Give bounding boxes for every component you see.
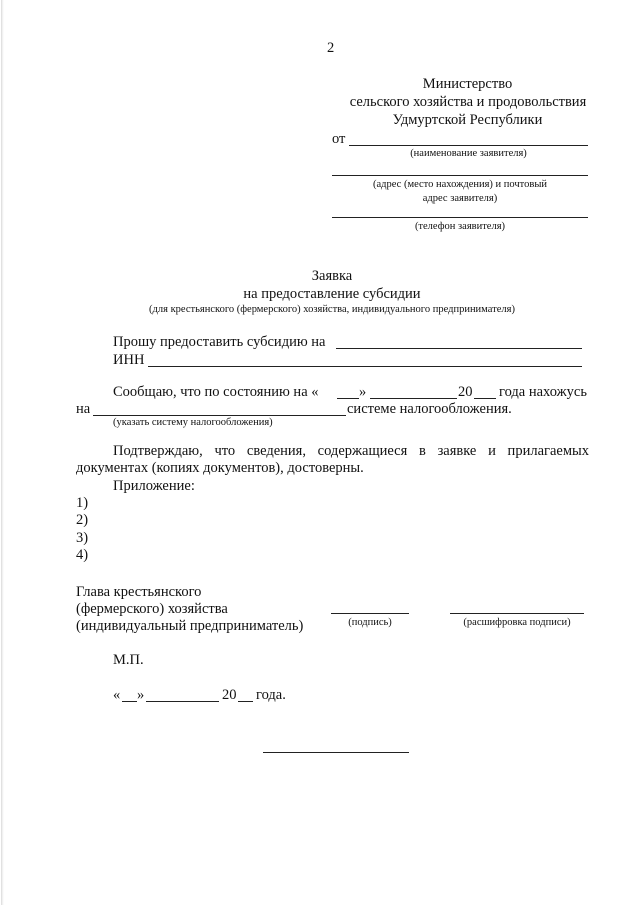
appendix-label: Приложение: (113, 478, 195, 494)
head-line-3: (индивидуальный предприниматель) (76, 618, 304, 634)
date-year-line (238, 701, 253, 702)
report-text-3: года нахожусь (499, 384, 587, 400)
head-line-2: (фермерского) хозяйства (76, 601, 228, 617)
on-label: на (76, 401, 91, 417)
report-text-2: » (359, 384, 367, 400)
signature-decode-caption: (расшифровка подписи) (463, 617, 571, 628)
address-caption-2: адрес заявителя) (422, 193, 498, 204)
addressee-line-1: Министерство (422, 76, 513, 92)
report-day-line (337, 398, 359, 399)
date-day-line (122, 701, 137, 702)
date-suffix: года. (256, 687, 286, 703)
addressee-line-2: сельского хозяйства и продовольствия (349, 94, 587, 110)
date-month-line (146, 701, 219, 702)
stamp-label: М.П. (113, 652, 144, 668)
appendix-item-2: 2) (76, 512, 89, 528)
tax-system-line (93, 415, 346, 416)
report-month-line (370, 398, 457, 399)
heading-title: Заявка (311, 268, 353, 284)
heading-note: (для крестьянского (фермерского) хозяйства, индивидуального предпринимателя) (149, 304, 515, 315)
report-year-line (474, 398, 496, 399)
bottom-rule (263, 752, 409, 753)
applicant-name-caption: (наименование заявителя) (410, 148, 527, 159)
inn-line (148, 366, 582, 367)
confirm-text-2: документах (копиях документов), достоверны. (76, 460, 364, 476)
signature-decode-line (450, 613, 584, 614)
address-caption-1: (адрес (место нахождения) и почтовый (372, 179, 548, 190)
date-year: 20 (222, 687, 237, 703)
subsidy-purpose-line (336, 348, 582, 349)
date-close-quote: » (137, 687, 145, 703)
report-year: 20 (458, 384, 473, 400)
request-text: Прошу предоставить субсидию на (113, 334, 326, 350)
scan-edge (1, 0, 4, 905)
signature-line (331, 613, 409, 614)
appendix-item-3: 3) (76, 530, 89, 546)
inn-label: ИНН (113, 352, 145, 368)
phone-caption: (телефон заявителя) (414, 221, 506, 232)
report-text-1: Сообщаю, что по состоянию на « (113, 384, 319, 400)
from-label: от (332, 131, 346, 147)
phone-line (332, 217, 588, 218)
page-number: 2 (327, 40, 335, 56)
tax-system-text: системе налогообложения. (347, 401, 512, 417)
address-line (332, 175, 588, 176)
confirm-text-1-content: Подтверждаю, что сведения, содержащиеся в заявке и прилагаемых (113, 443, 589, 459)
tax-system-caption: (указать систему налогообложения) (113, 417, 273, 428)
confirm-text-1 (113, 443, 589, 460)
appendix-item-1: 1) (76, 495, 89, 511)
heading-subtitle: на предоставление субсидии (243, 286, 421, 302)
addressee-line-3: Удмуртской Республики (392, 112, 543, 128)
appendix-item-4: 4) (76, 547, 89, 563)
signature-caption: (подпись) (348, 617, 392, 628)
head-line-1: Глава крестьянского (76, 584, 202, 600)
applicant-name-line (349, 145, 588, 146)
date-open-quote: « (113, 687, 121, 703)
